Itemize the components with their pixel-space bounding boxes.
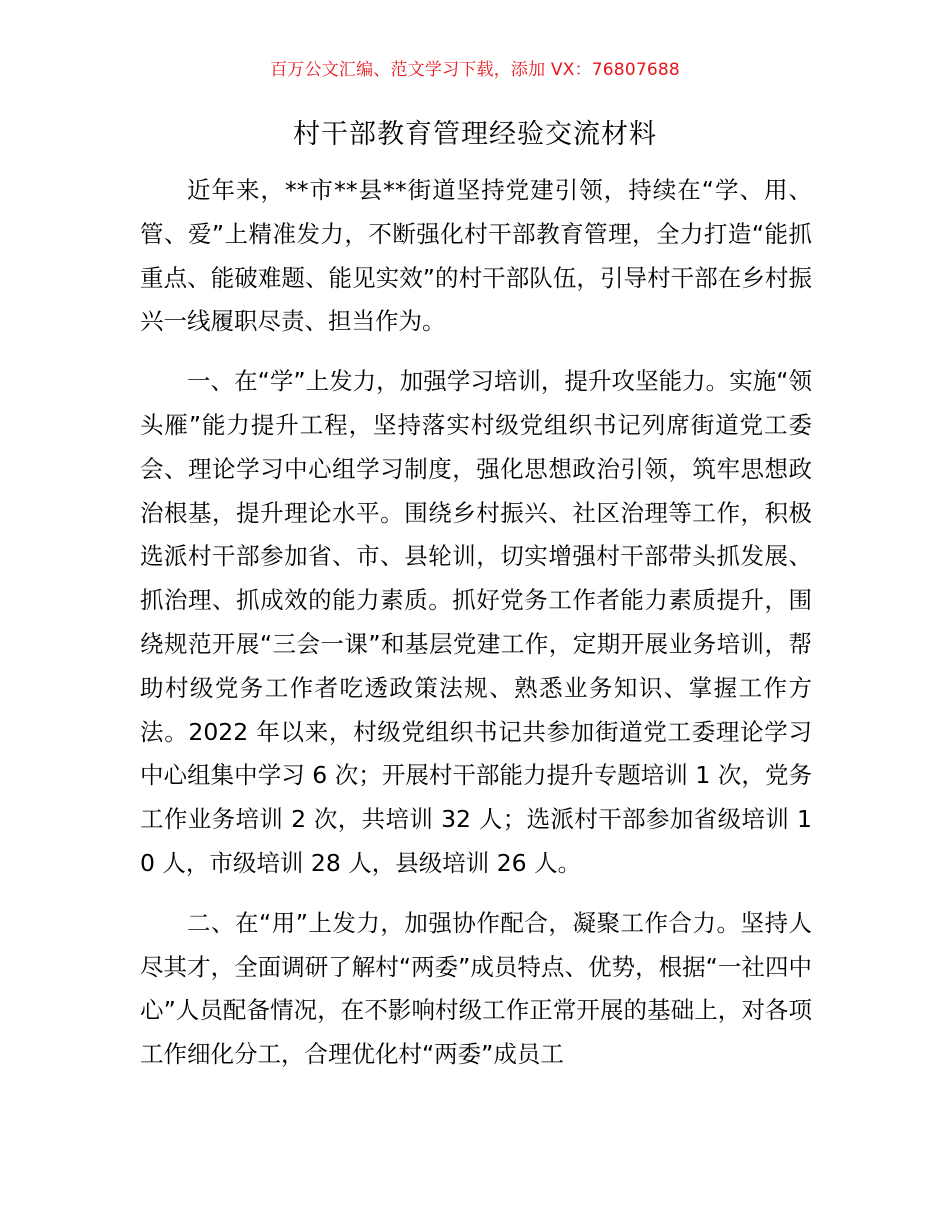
paragraph-section-use: 二、在“用”上发力，加强协作配合，凝聚工作合力。坚持人尽其才，全面调研了解村“两委”成员特点、优势，根据“一社四中心”人员配备情况，在不影响村级工作正常开展的基础上，对各项工作细化分工，合理优化村“两委”成员工 — [140, 908, 812, 1069]
document-title: 村干部教育管理经验交流材料 — [293, 119, 657, 150]
paragraph-section-learning: 一、在“学”上发力，加强学习培训，提升攻坚能力。实施“领头雁”能力提升工程，坚持落实村级党组织书记列席街道党工委会、理论学习中心组学习制度，强化思想政治引领，筑牢思想政治根基，提升理论水平。围绕乡村振兴、社区治理等工作，积极选派村干部参加省、市、县轮训，切实增强村干部带头抓发展、抓治理、抓成效的能力素质。抓好党务工作者能力素质提升，围绕规范开展“三会一课”和基层党建工作，定期开展业务培训，帮助村级党务工作者吃透政策法规、熟悉业务知识、掌握工作方法。2022 年以来，村级党组织书记共参加街道党工委理论学习中心组集中学习 6 次；开展村干部能力提升专题培训 1 次，党务工作业务培训 2 次，共培训 32 人；选派村干部参加省级培训 10 人，市级培训 28 人，县级培训 26 人。 — [140, 367, 812, 877]
paragraph-intro: 近年来，**市**县**街道坚持党建引领，持续在“学、用、管、爱”上精准发力，不断强化村干部教育管理，全力打造“能抓重点、能破难题、能见实效”的村干部队伍，引导村干部在乡村振兴一线履职尽责、担当作为。 — [140, 176, 812, 336]
document-body — [140, 169, 812, 1093]
header-watermark-note: 百万公文汇编、范文学习下载，添加 VX：76807688 — [270, 60, 680, 80]
